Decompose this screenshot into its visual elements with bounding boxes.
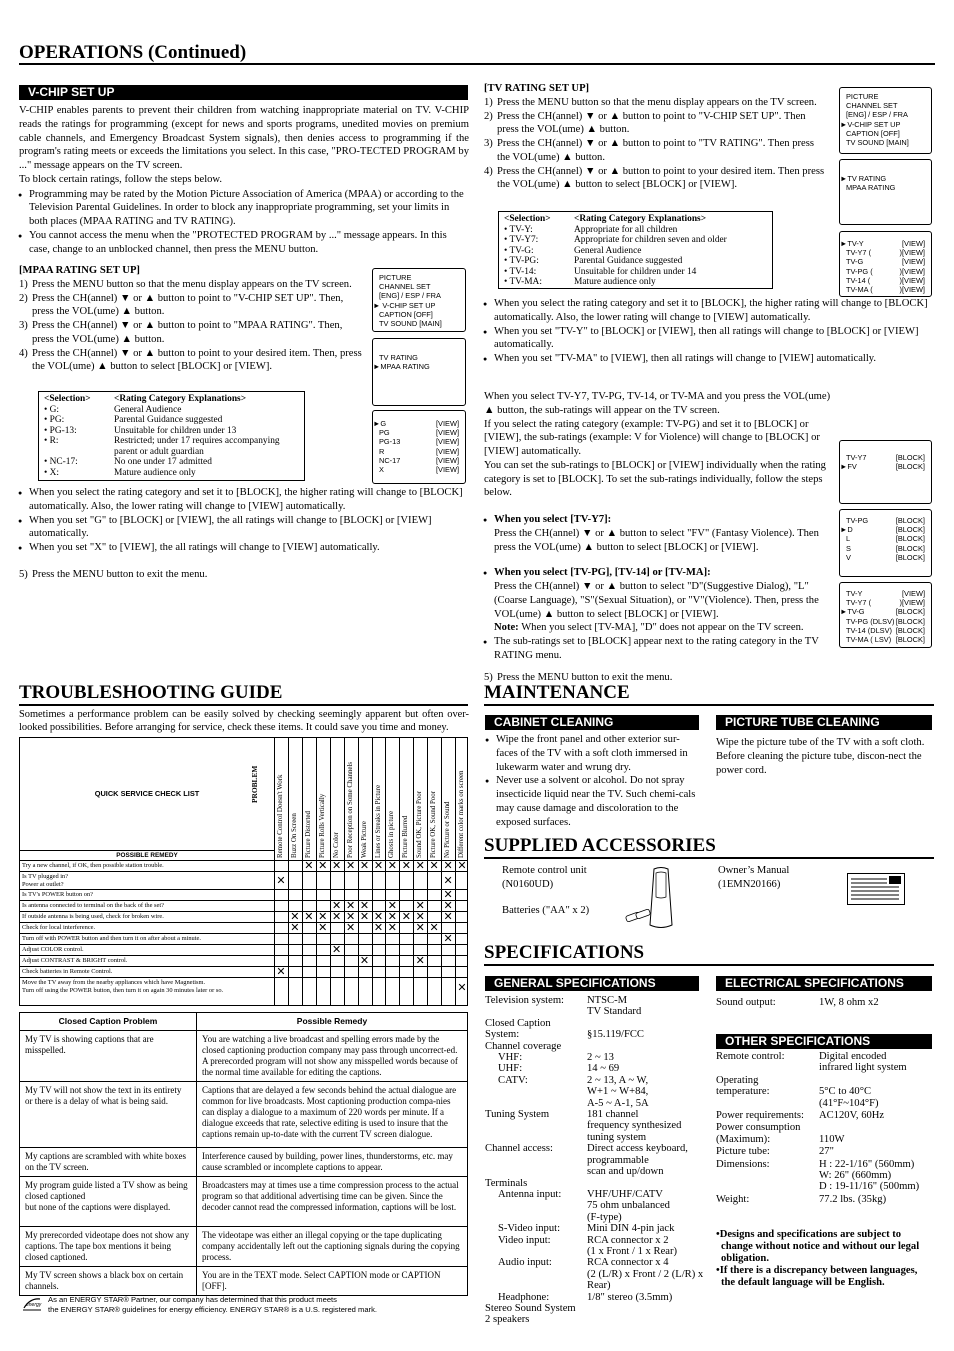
osd-tvpg-subrating: TV-PG [BLOCK] ►D [BLOCK] L [BLOCK] S [BLOCK] V [BLOCK] [839,509,932,577]
qs-check-mark: ✕ [345,922,356,934]
qs-check-mark: ✕ [318,860,328,872]
osd-tvy7-subrating: TV-Y7 [BLOCK] ►FV [BLOCK] [839,440,932,504]
electrical-spec-list: Sound output: 1W, 8 ohm x2 [716,997,879,1008]
qs-remedy-label: Adjust COLOR control. [22,946,84,953]
qs-check-mark: ✕ [373,860,384,872]
qs-problem-header: Ghosts in picture [388,810,396,858]
qs-check-mark: ✕ [443,933,453,945]
rating-row: • TV-PG: Parental Guidance suggested [504,256,683,266]
mpaa-rating-table: <Selection> <Rating Category Explanations> • G: General Audience • PG: Parental Guidance suggested • PG-13: Unsuitable for children under 13 • R: Restricted; under 17 requires accompanying parent or adult guardian • NC-17: No one under 17 admitted • X: Mature audience only [38,391,305,481]
page-title: OPERATIONS (Continued) [19,42,247,63]
qs-remedy-label: Is TV plugged in? Power at outlet? [22,873,69,888]
spec-row: Picture tube: 27" [716,1146,834,1158]
svg-text:energy: energy [26,1302,42,1308]
vchip-bullet: ● Programming may be rated by the Motion Picture Association of America (MPAA) or according to the Television Parental Guidelines. In order to block any inappropriate programming, set your limits in both places (MPAA RATING and TV RATING). [19,188,469,229]
vchip-intro: V-CHIP enables parents to prevent their children from watching inappropriate material on TV. V-CHIP reads the ratings for programming (except for news and sports programs, unedited movies on premium cable channels, and Emergency Broadcast System signals), then denies access to programming if the program's rating meets or exceeds the limitations you select. In this case, "PRO-TECTED PROGRAM by ..." message appears on the TV screen. [19,105,469,172]
qs-check-mark: ✕ [373,911,384,923]
remote-label: Remote control unit (N0160UD) [502,865,587,890]
rating-row: • NC-17: No one under 17 admitted [44,457,212,467]
batteries-icon [624,908,654,927]
qs-remedy-label: Try a new channel, if OK, then possible station trouble. [22,862,164,869]
accessories-title: SUPPLIED ACCESSORIES [484,835,716,856]
cc-header-problem: Closed Caption Problem [20,1013,197,1031]
qs-problem-header: Picture Blurred [402,815,410,858]
spec-row: Stereo Sound System [485,1302,576,1314]
spec-row: Television system: NTSC-M TV Standard [485,995,642,1018]
qs-check-mark: ✕ [373,922,384,934]
spec-row: Weight: 77.2 lbs. (35kg) [716,1193,887,1205]
qs-check-mark: ✕ [290,911,300,923]
mpaa-note: ● When you set "X" to [VIEW], the all ratings will change to [VIEW] automatically. [19,541,469,555]
qs-remedy-row [20,922,467,933]
general-spec-heading: GENERAL SPECIFICATIONS [485,976,699,991]
qs-check-mark: ✕ [359,860,370,872]
qs-remedy-row [20,889,467,900]
spec-row: Closed Caption System: §15.119/FCC [485,1017,645,1041]
qs-check-mark: ✕ [401,911,411,923]
qs-check-mark: ✕ [345,911,356,923]
qs-check-mark: ✕ [443,889,453,901]
picture-tube-cleaning-heading: PICTURE TUBE CLEANING [716,715,932,730]
subrating-note: ● The sub-ratings set to [BLOCK] appear next to the rating category in the TV RATING menu. [484,635,836,663]
spec-row: Audio input: RCA connector x 4 (2 (L/R) x Front / 2 (L/R) x Rear) [498,1257,704,1292]
picture-tube-cleaning-text: Wipe the picture tube of the TV with a soft cloth. Before cleaning the picture tube, discon-nect the power cord. [716,737,925,776]
qs-check-mark: ✕ [387,900,397,912]
spec-row: Power requirements: AC120V, 60Hz [716,1110,885,1122]
qs-problem-label: PROBLEM [250,766,259,804]
qs-remedy-label: Check for local interference. [22,924,96,931]
qs-check-mark: ✕ [304,911,314,923]
subrating-section [484,390,836,685]
qs-problem-header: Poor Reception on Some Channels [346,761,354,858]
spec-row: Terminals [485,1177,528,1189]
qs-title: QUICK SERVICE CHECK LIST [94,789,200,799]
spec-row: VHF: 2 ~ 13 [498,1052,614,1064]
spec-row: Headphone: 1/8" stereo (3.5mm) [498,1291,673,1303]
qs-remedy-label: Turn off with POWER button and then turn it on after about a minute. [22,935,201,942]
mpaa-step: 3) Press the CH(annel) ▼ or ▲ button to point to "MPAA RATING". Then, press the VOL(ume) ▲ button. [19,320,343,345]
batteries-label: Batteries ("AA" x 2) [502,905,590,916]
quick-service-check-list [19,737,468,1006]
qs-check-mark: ✕ [415,922,425,934]
spec-row: Video input: RCA connector x 2 (1 x Front / 1 x Rear) [498,1234,678,1257]
qs-remedy-label: Adjust CONTRAST & BRIGHT control. [22,957,128,964]
energy-star-note: energy As an ENERGY STAR® Partner, our company has determined that this product meets the ENERGY STAR® guidelines for energy efficiency. ENERGY STAR® is a U.S. registered mark. [22,1295,468,1315]
qs-check-mark: ✕ [457,981,467,994]
osd-main-menu: PICTURE CHANNEL SET [ENG] / ESP / FRA ►V-CHIP SET UP CAPTION [OFF] TV SOUND [MAIN] [839,87,932,154]
qs-check-mark: ✕ [387,922,397,934]
qs-remedy-row [20,860,467,871]
vchip-left-column [19,104,469,256]
mpaa-notes [19,486,469,582]
rating-row: • TV-Y: Appropriate for all children [504,224,678,235]
rating-row: • TV-Y7: Appropriate for children seven and older [504,235,727,245]
table-row: My program guide listed a TV show as being closed captioned but none of the captions were displayed. Broadcasters may at times use a time compression process to the actual program so that additional advertising time can be given. Since the decoder cannot read the compressed information, captions will be lost. [20,1177,468,1227]
qs-problem-header: Remote Control Doesn't Work [277,774,284,858]
qs-check-mark: ✕ [443,911,453,923]
section-rule [484,704,934,706]
spec-row: CATV: 2 ~ 13, A ~ W, W+1 ~ W+84, A-5 ~ A-1, 5A [498,1074,649,1109]
qs-check-mark: ✕ [290,922,300,934]
section-rule [19,704,468,706]
qs-problem-header: Picture Rolls Vertically [318,793,326,858]
other-spec-heading: OTHER SPECIFICATIONS [716,1034,932,1049]
qs-check-mark: ✕ [387,911,397,923]
mpaa-heading: [MPAA RATING SET UP] [19,265,140,276]
manual-icon [847,873,905,910]
qs-check-mark: ✕ [332,900,342,912]
tv-notes [484,297,934,366]
mpaa-section [19,264,364,374]
qs-remedy-row [20,900,467,911]
qs-remedy-row [20,955,467,966]
troubleshooting-intro: Sometimes a performance problem can be easily solved by checking seemingly apparent but often over-looked possibilities. Before arranging for service, check these items. It could save you time and money. [19,709,469,733]
maintenance-title: MAINTENANCE [484,682,630,703]
qs-check-mark: ✕ [345,860,356,872]
qs-problem-header: Lines or Streaks in Picture [374,784,382,858]
closed-caption-table-wrap [19,1012,468,1296]
qs-remedy-row [20,977,467,997]
vchip-heading: V-CHIP SET UP [19,85,468,100]
qs-check-mark: ✕ [318,911,328,923]
qs-check-mark: ✕ [387,860,397,872]
rating-row: • TV-G: General Audience [504,245,642,256]
electrical-spec-heading: ELECTRICAL SPECIFICATIONS [716,976,932,991]
troubleshooting-title: TROUBLESHOOTING GUIDE [19,682,283,703]
osd-mpaa-list: ►G [VIEW] PG [VIEW] PG-13 [VIEW] R [VIEW] NC-17 [VIEW] X [VIEW] [372,410,466,484]
osd-tv-final: TV-Y [VIEW] TV-Y7 ( )[VIEW] ►TV-G [BLOCK] TV-PG (DLSV) [BLOCK] TV-14 (DLSV) [BLOCK] TV-MA ( LSV) [BLOCK] [839,582,932,648]
qs-check-mark: ✕ [332,911,342,923]
rating-row: • TV-14: Unsuitable for children under 14 [504,266,697,277]
qs-check-mark: ✕ [443,860,453,872]
qs-check-mark: ✕ [415,860,425,872]
rating-row: • G: General Audience [44,404,182,415]
cabinet-cleaning-heading: CABINET CLEANING [485,715,699,730]
qs-check-mark: ✕ [276,966,286,978]
qs-problem-header: Buzz On Screen [290,813,298,858]
spec-row: Power consumption (Maximum): 110W [716,1122,845,1145]
qs-check-mark: ✕ [318,922,328,934]
table-row: My captions are scrambled with white boxes on the TV screen. Interference caused by building, power lines, thunderstorms, etc. may cause scrambled or incomplete captions to appear. [20,1148,468,1177]
qs-check-mark: ✕ [332,860,342,872]
qs-check-mark: ✕ [457,860,467,872]
osd-main-menu: PICTURE CHANNEL SET [ENG] / ESP / FRA ► V-CHIP SET UP CAPTION [OFF] TV SOUND [MAIN] [372,268,466,332]
section-rule [484,964,934,966]
qs-problem-header: No Picture or Sound [444,801,452,858]
spec-row: 2 speakers [485,1314,530,1326]
tv-rating-table: <Selection> <Rating Category Explanations> • TV-Y: Appropriate for all children • TV-Y7: Appropriate for children seven and older • TV-G: General Audience • TV-PG: Parental Guidance suggested • TV-14: Unsuitable for children under 14 • TV-MA: Mature audience only [498,211,773,289]
qs-check-mark: ✕ [359,911,370,923]
qs-remedy-label: Move the TV away from the nearby appliances which have Magnetism. Turn off using the POWER button, then turn it on again 30 minutes later or so. [22,979,224,994]
table-row: My TV is showing captions that are misspelled. You are watching a live broadcast and spelling errors made by the closed captioning production company may pass through uncorrect-ed. A prerecorded program will not show any misspelled words because of the normal time available for editing the captions. [20,1031,468,1082]
mpaa-note: ● When you set "G" to [BLOCK] or [VIEW], the all ratings will change to [BLOCK] or [VIEW] automatically. [19,514,469,542]
qs-check-mark: ✕ [443,900,453,912]
spec-row: Antenna input: VHF/UHF/CATV 75 ohm unbalanced (F-type) [498,1188,670,1223]
manual-label: Owner’s Manual (1EMN20166) [718,865,790,890]
table-row: My TV will not show the text in its entirety or there is a delay of what is being said. Captions that are delayed a few seconds behind the actual dialogue are common for live broadcasts. Most captioning production compa-nies can display a dialogue to a maximum of 220 words per minute. If a dialogue exceeds that rate, selective editing is used to insure that the captions remain up-to-date with the current TV screen dialogue. [20,1082,468,1148]
subrating-tvpg: ● When you select [TV-PG], [TV-14] or [TV-MA]: Press the CH(annel) ▼ or ▲ button to select "D"(Suggestive Dialog), "L"(Coarse Language), "S"(Sexual Situation), or "V"(Violence). Then, press the VOL(ume) ▲ button to select [BLOCK] or [VIEW]. Note: When you select [TV-MA], "D" does not appear on the TV screen. [484,566,836,635]
mpaa-step: 2) Press the CH(annel) ▼ or ▲ button to point to "V-CHIP SET UP". Then, press the VOL(ume) ▲ button. [19,292,344,318]
closed-caption-table [19,1012,468,1296]
qs-check-mark: ✕ [359,955,370,967]
qs-check-mark: ✕ [415,955,425,967]
tv-note: ● When you select the rating category and set it to [BLOCK], the higher rating will change to [BLOCK] automatically. Also, the lower rating will change to [VIEW] automatically. [484,297,934,325]
spec-row: Dimensions: H : 22-1/16" (560mm) W: 26" (660mm) D : 19-11/16" (500mm) [716,1158,920,1193]
vchip-bullet: ● You cannot access the menu when the "PROTECTED PROGRAM by ..." message appears. In this case, change to an unblocked channel, then press the MENU button. [19,229,469,257]
section-rule [484,857,934,859]
qs-problem-header: Different color marks on screen [458,770,466,858]
qs-remedy-label: Is antenna connected to terminal on the back of the set? [22,902,164,909]
qs-remedy-row [20,966,467,977]
energy-star-logo [22,1296,42,1312]
title-rule [19,63,935,65]
qs-problem-header: Weak Picture [360,821,368,858]
qs-remedy-heading: POSSIBLE REMEDY [20,850,274,860]
qs-check-mark: ✕ [429,860,439,872]
subrating-para: You can set the sub-ratings to [BLOCK] or [VIEW] individually when the rating category is set to [BLOCK]. To set the sub-ratings individually, follow the steps below. [484,459,826,499]
subrating-tvy7: ● When you select [TV-Y7]: Press the CH(annel) ▼ or ▲ button to select "FV" (Fantasy Violence). Then press the VOL(ume) ▲ button to select [BLOCK] or [VIEW]. [484,513,836,554]
qs-remedy-row [20,871,467,889]
mpaa-note: ● When you select the rating category and set it to [BLOCK], the higher rating will change to [BLOCK] automatically. Also, the lower rating will change to [VIEW] automatically. [19,486,469,514]
osd-tv-list: ►TV-Y [VIEW] TV-Y7 ( )[VIEW] TV-G [VIEW] TV-PG ( )[VIEW] TV-14 ( )[VIEW] TV-MA ( )[VIEW] [839,231,932,297]
spec-row: Tuning System 181 channel frequency synthesized tuning system [485,1109,682,1143]
spec-row: UHF: 14 ~ 69 [498,1063,620,1075]
cabinet-cleaning-text: ● Wipe the front panel and other exterior sur-faces of the TV with a soft cloth immersed in lukewarm water and wrung dry. ● Never use a solvent or alcohol. Do not spray insecticide liquid near the TV. Such chemi-cals may cause damage and discoloration to the exposed surfaces. [486,733,699,829]
qs-problem-header: Picture Distorted [304,811,312,858]
rating-row: • PG: Parental Guidance suggested [44,415,223,425]
tv-step: 1) Press the MENU button so that the menu display appears on the TV screen. [484,96,817,108]
qs-remedy-row [20,944,467,955]
qs-problem-header: Sound OK, Picture Poor [416,791,424,858]
other-spec-list [716,1051,933,1206]
qs-check-mark: ✕ [359,900,370,912]
rating-row: • TV-MA: Mature audience only [504,277,656,287]
qs-check-mark: ✕ [304,860,314,872]
spec-row: S-Video input: Mini DIN 4-pin jack [498,1223,675,1235]
qs-check-mark: ✕ [443,874,453,887]
qs-check-mark: ✕ [332,944,342,956]
table-row: My TV screen shows a black box on certain channels. You are in the TEXT mode. Select CAPTION mode or CAPTION [OFF]. [20,1267,468,1296]
mpaa-step: 5) Press the MENU button to exit the menu. [19,568,208,580]
qs-remedy-label: Check batteries in Remote Control. [22,968,113,975]
qs-remedy-label: Is TV's POWER button on? [22,891,93,898]
vchip-intro2: To block certain ratings, follow the steps below. [19,173,223,185]
qs-remedy-label: If outside antenna is being used, check for broken wire. [22,913,164,920]
tv-heading: [TV RATING SET UP] [484,83,590,94]
specifications-title: SPECIFICATIONS [484,942,645,963]
qs-check-mark: ✕ [429,922,439,934]
rating-row: • R: Restricted; under 17 requires accompanying parent or adult guardian [44,436,280,457]
rating-row: • X: Mature audience only [44,467,196,478]
table-row: My prerecorded videotape does not show any captions. The tape box mentions it being closed captioned. The videotape was either an illegal copying or the tape duplicating company accidentally left out the captioning signals during the copying process. [20,1227,468,1267]
osd-rating-menu: ►TV RATING MPAA RATING [839,159,932,225]
spec-notes: •Designs and specifications are subject to change without notice and without our legal obligation. •If there is a discrepancy between languages, the default language will be English. [716,1229,920,1288]
subrating-para: If you select the rating category (example: TV-PG) and set it to [BLOCK] or [VIEW], the sub-ratings (example: V for Violence) will change to [BLOCK] or [VIEW] automatically. [484,418,820,458]
spec-row: Channel coverage [485,1040,562,1052]
rating-row: • PG-13: Unsuitable for children under 13 [44,425,237,436]
qs-check-mark: ✕ [276,874,286,887]
qs-remedy-row [20,933,467,944]
mpaa-step: 4) Press the CH(annel) ▼ or ▲ button to point to your desired item. Then, press the VOL(ume) ▲ button to select [BLOCK] or [VIEW]. [19,347,362,373]
tv-section [484,82,829,192]
qs-check-mark: ✕ [415,900,425,912]
mpaa-step: 1) Press the MENU button so that the menu display appears on the TV screen. [19,278,352,290]
qs-problem-header: Picture OK, Sound Poor [430,791,438,858]
general-spec-list [485,995,710,1326]
qs-check-mark: ✕ [345,900,356,912]
qs-check-mark: ✕ [415,911,425,923]
tv-note: ● When you set "TV-MA" to [VIEW], then all ratings will change to [VIEW] automatically. [484,352,934,366]
tv-step: 4) Press the CH(annel) ▼ or ▲ button to point to your desired item. Then press the VOL(ume) ▲ button to select [BLOCK] or [VIEW]. [484,165,825,191]
subrating-para: When you select TV-Y7, TV-PG, TV-14, or TV-MA and you press the VOL(ume) ▲ button, the sub-ratings will appear on the TV screen. [484,391,831,416]
tv-step: 2) Press the CH(annel) ▼ or ▲ button to point to "V-CHIP SET UP". Then press the VOL(ume) ▲ button. [484,110,806,136]
tv-note: ● When you set "TV-Y" to [BLOCK] or [VIEW], then all ratings will change to [BLOCK] or [VIEW] automatically. [484,325,934,353]
spec-row: Operating temperature: 5°C to 40°C (41°F~104°F) [716,1074,879,1109]
cc-header-remedy: Possible Remedy [197,1013,468,1031]
tv-step: 5) Press the MENU button to exit the menu. [484,671,673,683]
qs-problem-header: No Color [332,832,340,858]
qs-remedy-row [20,911,467,922]
osd-rating-menu: TV RATING ►MPAA RATING [372,338,466,406]
qs-check-mark: ✕ [401,860,411,872]
tv-step: 3) Press the CH(annel) ▼ or ▲ button to point to "TV RATING". Then press the VOL(ume) ▲ button. [484,138,814,163]
spec-row: Channel access: Direct access keyboard, programmable scan and up/down [485,1143,688,1178]
spec-row: Remote control: Digital encoded infrared light system [716,1051,907,1074]
